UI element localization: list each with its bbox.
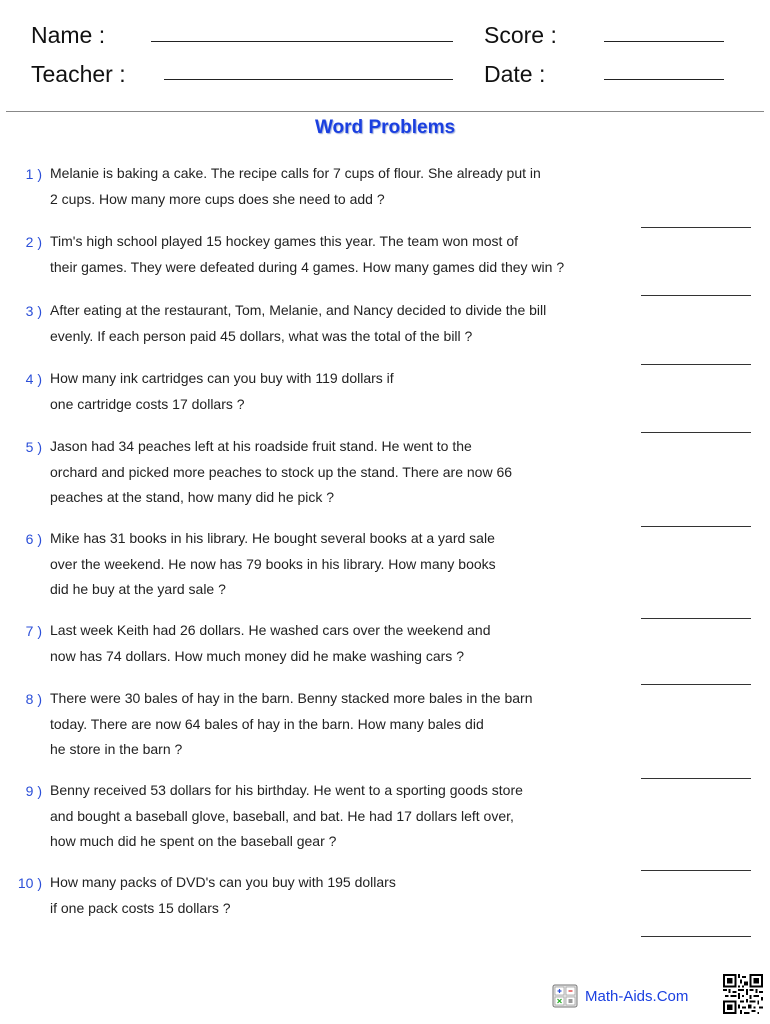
problem-number: 8 ) (25, 691, 42, 707)
score-field[interactable] (604, 41, 724, 42)
answer-line[interactable] (641, 618, 751, 619)
problem-text-line: evenly. If each person paid 45 dollars, what was the total of the bill ? (50, 327, 473, 344)
problem-text-line: Last week Keith had 26 dollars. He washed cars over the weekend and (50, 622, 491, 638)
problem-text-line: How many ink cartridges can you buy with 119 dollars if (50, 370, 394, 386)
problem-text-line: now has 74 dollars. How much money did he make washing cars ? (50, 647, 464, 664)
problem-number: 1 ) (25, 166, 42, 182)
problem-text-line: Melanie is baking a cake. The recipe calls for 7 cups of flour. She already put in (50, 165, 541, 181)
problem-text-line: Benny received 53 dollars for his birthday. He went to a sporting goods store (50, 782, 523, 798)
problem-text-line: he store in the barn ? (50, 741, 183, 757)
answer-line[interactable] (641, 526, 751, 527)
problem-number: 5 ) (25, 439, 42, 455)
problem-text (50, 778, 620, 855)
problem-number: 10 ) (17, 875, 42, 891)
calculator-icon (552, 984, 578, 1008)
problem-text-line: Mike has 31 books in his library. He bought several books at a yard sale (50, 530, 495, 546)
problem-text-line: did he buy at the yard sale ? (50, 581, 226, 597)
problem-text-line: how much did he spent on the baseball gear ? (50, 833, 337, 849)
problem-text-line: How many packs of DVD's can you buy with 195 dollars (50, 874, 396, 890)
answer-line[interactable] (641, 364, 751, 365)
problem-number: 7 ) (25, 623, 42, 639)
problem-text-line: if one pack costs 15 dollars ? (50, 899, 231, 916)
answer-line[interactable] (641, 870, 751, 871)
name-field[interactable] (151, 41, 453, 42)
answer-line[interactable] (641, 227, 751, 228)
problem-text (50, 526, 620, 603)
problem-text (50, 229, 620, 280)
problem-text-line: There were 30 bales of hay in the barn. Benny stacked more bales in the barn (50, 690, 533, 706)
problem-text-line: 2 cups. How many more cups does she need to add ? (50, 190, 385, 207)
worksheet-header (0, 0, 770, 112)
answer-line[interactable] (641, 684, 751, 685)
problem-text-line: Jason had 34 peaches left at his roadside fruit stand. He went to the (50, 438, 472, 454)
problem-text (50, 434, 620, 511)
problem-number: 6 ) (25, 531, 42, 547)
problem-text-line: Tim's high school played 15 hockey games this year. The team won most of (50, 233, 519, 249)
problem-text (50, 161, 620, 212)
problem-text (50, 366, 620, 417)
problem-text-line: peaches at the stand, how many did he pick ? (50, 489, 335, 505)
header-divider (6, 111, 764, 112)
problem-number: 2 ) (25, 234, 42, 250)
problem-text (50, 298, 620, 349)
score-label: Score : (484, 22, 557, 48)
site-credit[interactable]: Math-Aids.Com (585, 988, 689, 1005)
answer-line[interactable] (641, 432, 751, 433)
problem-text-line: and bought a baseball glove, baseball, and bat. He had 17 dollars left over, (50, 807, 514, 824)
page-title: Word Problems (314, 117, 456, 138)
teacher-label: Teacher : (31, 61, 126, 87)
problem-text-line: one cartridge costs 17 dollars ? (50, 395, 245, 412)
problem-text (50, 618, 620, 669)
problem-text-line: After eating at the restaurant, Tom, Melanie, and Nancy decided to divide the bill (50, 302, 547, 318)
problem-number: 3 ) (25, 303, 42, 319)
problem-text-line: orchard and picked more peaches to stock up the stand. There are now 66 (50, 463, 513, 480)
problem-text (50, 686, 620, 763)
problem-number: 4 ) (25, 371, 42, 387)
name-label: Name : (31, 22, 106, 48)
problem-text-line: today. There are now 64 bales of hay in the barn. How many bales did (50, 715, 484, 732)
qr-code-icon (723, 974, 763, 1014)
date-label: Date : (484, 61, 546, 87)
answer-line[interactable] (641, 936, 751, 937)
problem-text (50, 870, 620, 921)
problem-text-line: over the weekend. He now has 79 books in his library. How many books (50, 555, 496, 572)
teacher-field[interactable] (164, 79, 453, 80)
answer-line[interactable] (641, 295, 751, 296)
answer-line[interactable] (641, 778, 751, 779)
problem-number: 9 ) (25, 783, 42, 799)
problem-text-line: their games. They were defeated during 4 games. How many games did they win ? (50, 258, 565, 275)
date-field[interactable] (604, 79, 724, 80)
